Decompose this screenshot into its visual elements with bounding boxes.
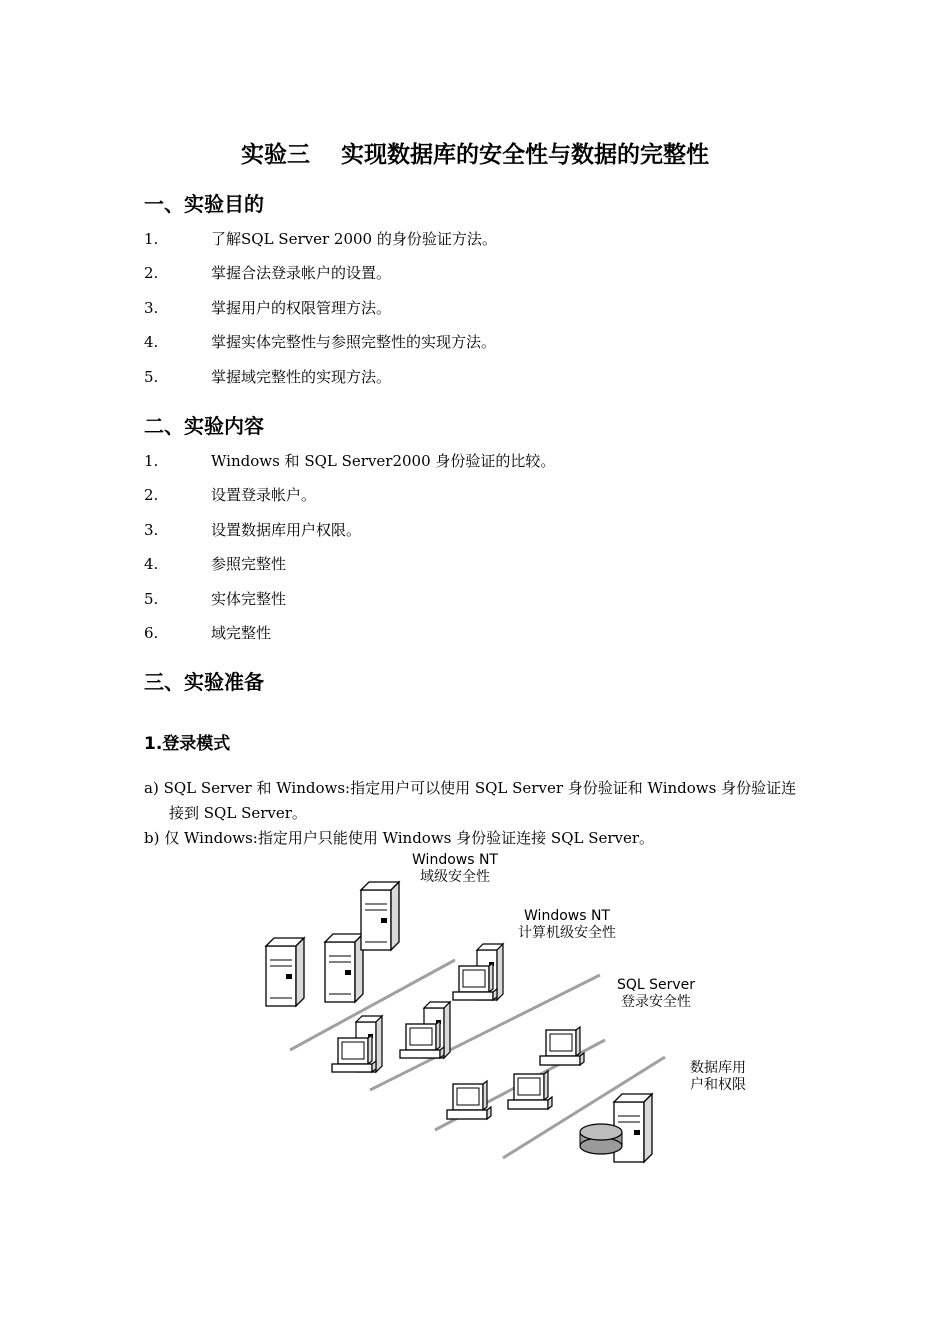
item-number: 1. <box>144 452 159 470</box>
server-icon <box>266 938 304 1006</box>
computer-icon <box>508 1071 552 1109</box>
item-number: 3. <box>144 521 159 539</box>
page-title: 实验三 实现数据库的安全性与数据的完整性 <box>240 142 709 168</box>
paragraph-option-a: a) SQL Server 和 Windows:指定用户可以使用 SQL Server 身份验证和 Windows 身份验证连 <box>144 779 797 797</box>
list-item <box>144 450 555 471</box>
section-heading-content: 二、实验内容 <box>144 414 264 438</box>
item-text: 掌握合法登录帐户的设置。 <box>211 264 392 282</box>
item-text: 实体完整性 <box>211 590 287 608</box>
item-text: Windows 和 SQL Server2000 身份验证的比较。 <box>211 452 556 470</box>
computer-icon <box>447 1081 491 1119</box>
item-text: 参照完整性 <box>211 555 287 573</box>
label-line: Windows NT <box>524 908 610 924</box>
label-computer-security <box>497 908 637 942</box>
label-line: 登录安全性 <box>621 994 691 1010</box>
item-text: 域完整性 <box>211 624 272 642</box>
label-line: 数据库用 <box>690 1060 746 1076</box>
label-database-permissions <box>668 1060 768 1094</box>
label-line: 域级安全性 <box>420 869 490 885</box>
label-line: 户和权限 <box>690 1077 746 1093</box>
item-text: 了解SQL Server 2000 的身份验证方法。 <box>211 230 497 248</box>
list-item <box>144 553 286 574</box>
item-text: 掌握实体完整性与参照完整性的实现方法。 <box>211 333 497 351</box>
section-heading-objectives: 一、实验目的 <box>144 192 264 216</box>
item-number: 4. <box>144 333 159 351</box>
item-number: 5. <box>144 368 159 386</box>
label-line: SQL Server <box>616 977 696 993</box>
item-text: 掌握域完整性的实现方法。 <box>211 368 392 386</box>
paragraph-option-a-continued: 接到 SQL Server。 <box>169 804 307 822</box>
list-item <box>144 366 391 387</box>
list-item <box>144 297 391 318</box>
label-line: Windows NT <box>412 852 498 868</box>
server-icon <box>361 882 399 950</box>
list-item <box>144 262 391 283</box>
item-text: 掌握用户的权限管理方法。 <box>211 299 392 317</box>
list-item <box>144 228 497 249</box>
item-number: 2. <box>144 264 159 282</box>
database-disk-icon <box>580 1124 622 1154</box>
paragraph-option-b: b) 仅 Windows:指定用户只能使用 Windows 身份验证连接 SQL Server。 <box>144 829 655 847</box>
computer-icon <box>540 1027 584 1065</box>
label-login-security <box>586 977 726 1011</box>
list-item <box>144 331 496 352</box>
item-number: 5. <box>144 590 159 608</box>
list-item <box>144 484 316 505</box>
workstation-icon <box>453 944 503 1000</box>
workstation-icon <box>400 1002 450 1058</box>
item-number: 4. <box>144 555 159 573</box>
label-line: 计算机级安全性 <box>518 925 616 941</box>
item-number: 6. <box>144 624 159 642</box>
item-number: 2. <box>144 486 159 504</box>
list-item <box>144 519 361 540</box>
item-text: 设置数据库用户权限。 <box>211 521 362 539</box>
server-icon <box>325 934 363 1002</box>
item-number: 3. <box>144 299 159 317</box>
section-heading-preparation: 三、实验准备 <box>144 670 264 694</box>
list-item <box>144 622 271 643</box>
list-item <box>144 588 286 609</box>
item-number: 1. <box>144 230 159 248</box>
label-domain-security <box>385 852 525 886</box>
subsection-heading-login-mode: 1.登录模式 <box>144 734 231 754</box>
item-text: 设置登录帐户。 <box>211 486 317 504</box>
